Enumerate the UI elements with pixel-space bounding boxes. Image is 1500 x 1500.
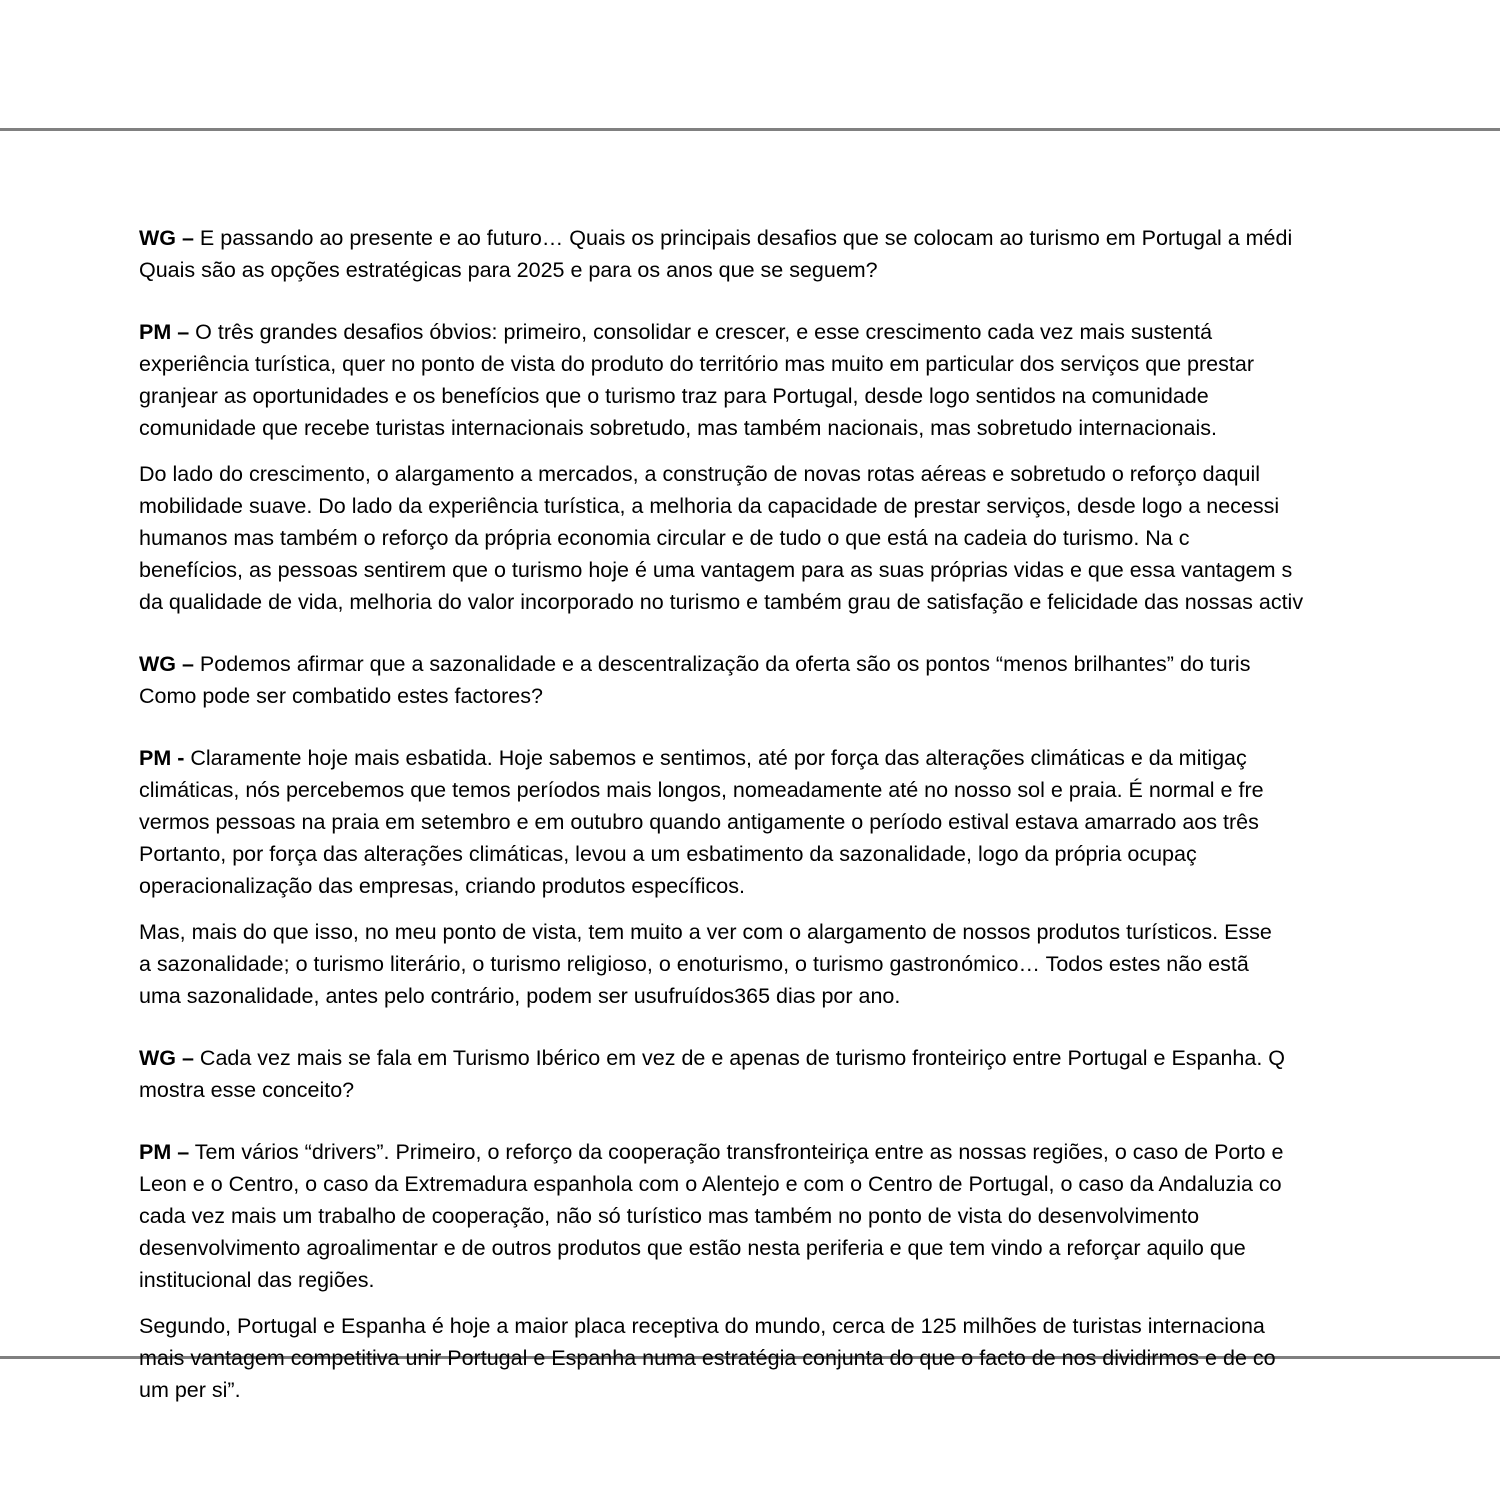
line-text: Do lado do crescimento, o alargamento a mercados, a construção de novas rotas aéreas e sobretudo o reforço daquil (139, 462, 1261, 486)
text-line (139, 948, 1500, 980)
speaker-label: PM – (139, 1140, 190, 1164)
line-text: vermos pessoas na praia em setembro e em outubro quando antigamente o período estival estava amarrado aos três (139, 810, 1259, 834)
text-line (139, 316, 1500, 348)
line-text: Segundo, Portugal e Espanha é hoje a maior placa receptiva do mundo, cerca de 125 milhões de turistas internaciona (139, 1314, 1265, 1338)
line-text: da qualidade de vida, melhoria do valor incorporado no turismo e também grau de satisfação e felicidade das nossas activ (139, 590, 1304, 614)
text-line (139, 1232, 1500, 1264)
line-text: O três grandes desafios óbvios: primeiro, consolidar e crescer, e esse crescimento cada vez mais sustentá (189, 320, 1213, 344)
text-line (139, 380, 1500, 412)
speaker-label: WG – (139, 226, 194, 250)
line-text: experiência turística, quer no ponto de vista do produto do território mas muito em particular dos serviços que prestar (139, 352, 1254, 376)
line-text: mais vantagem competitiva unir Portugal e Espanha numa estratégia conjunta do que o facto de nos dividirmos e de co (139, 1346, 1276, 1370)
text-line (139, 522, 1500, 554)
text-line (139, 458, 1500, 490)
text-line (139, 680, 1500, 712)
text-line (139, 980, 1500, 1012)
speaker-label: WG – (139, 652, 194, 676)
text-line (139, 1042, 1500, 1074)
line-text: E passando ao presente e ao futuro… Quais os principais desafios que se colocam ao turismo em Portugal a médi (193, 226, 1293, 250)
line-text: comunidade que recebe turistas internacionais sobretudo, mas também nacionais, mas sobretudo internacionais. (139, 416, 1217, 440)
text-line (139, 586, 1500, 618)
paragraph-q3 (133, 1042, 1500, 1106)
text-line (139, 1136, 1500, 1168)
text-line (139, 742, 1500, 774)
text-line (139, 916, 1500, 948)
text-line (139, 1342, 1500, 1374)
line-text: benefícios, as pessoas sentirem que o turismo hoje é uma vantagem para as suas próprias vidas e que essa vantagem s (139, 558, 1293, 582)
paragraph-a1b (133, 458, 1500, 618)
line-text: operacionalização das empresas, criando produtos específicos. (139, 874, 745, 898)
text-line (139, 254, 1500, 286)
paragraph-q1 (133, 222, 1500, 286)
line-text: climáticas, nós percebemos que temos períodos mais longos, nomeadamente até no nosso sol e praia. É normal e fre (139, 778, 1264, 802)
paragraph-q2 (133, 648, 1500, 712)
line-text: Quais são as opções estratégicas para 2025 e para os anos que se seguem? (139, 258, 878, 282)
line-text: Portanto, por força das alterações climáticas, levou a um esbatimento da sazonalidade, logo da própria ocupaç (139, 842, 1197, 866)
text-line (139, 1374, 1500, 1406)
paragraph-a2b (133, 916, 1500, 1012)
line-text: Cada vez mais se fala em Turismo Ibérico em vez de e apenas de turismo fronteiriço entre Portugal e Espanha. Q (193, 1046, 1286, 1070)
text-line (139, 1074, 1500, 1106)
line-text: a sazonalidade; o turismo literário, o turismo religioso, o enoturismo, o turismo gastronómico… Todos estes não estã (139, 952, 1249, 976)
text-line (139, 1264, 1500, 1296)
line-text: humanos mas também o reforço da própria economia circular e de tudo o que está na cadeia do turismo. Na c (139, 526, 1190, 550)
line-text: Como pode ser combatido estes factores? (139, 684, 543, 708)
text-line (139, 838, 1500, 870)
text-line (139, 348, 1500, 380)
document-text-body (133, 222, 1500, 1406)
speaker-label: PM - (139, 746, 185, 770)
line-text: Mas, mais do que isso, no meu ponto de vista, tem muito a ver com o alargamento de nossos produtos turísticos. Esse (139, 920, 1272, 944)
line-text: Tem vários “drivers”. Primeiro, o reforço da cooperação transfronteiriça entre as nossas regiões, o caso de Porto e (189, 1140, 1284, 1164)
line-text: cada vez mais um trabalho de cooperação, não só turístico mas também no ponto de vista do desenvolvimento (139, 1204, 1200, 1228)
paragraph-a2 (133, 742, 1500, 902)
text-line (139, 490, 1500, 522)
paragraph-a3b (133, 1310, 1500, 1406)
page-top-rule (0, 128, 1500, 131)
paragraph-a3 (133, 1136, 1500, 1296)
text-line (139, 806, 1500, 838)
text-line (139, 554, 1500, 586)
line-text: Leon e o Centro, o caso da Extremadura espanhola com o Alentejo e com o Centro de Portugal, o caso da Andaluzia co (139, 1172, 1282, 1196)
line-text: desenvolvimento agroalimentar e de outros produtos que estão nesta periferia e que tem vindo a reforçar aquilo que (139, 1236, 1246, 1260)
speaker-label: WG – (139, 1046, 194, 1070)
line-text: institucional das regiões. (139, 1268, 375, 1292)
text-line (139, 412, 1500, 444)
line-text: um per si”. (139, 1378, 241, 1402)
line-text: Claramente hoje mais esbatida. Hoje sabemos e sentimos, até por força das alterações climáticas e da mitigaç (184, 746, 1247, 770)
text-line (139, 1310, 1500, 1342)
text-line (139, 1200, 1500, 1232)
text-line (139, 648, 1500, 680)
text-line (139, 774, 1500, 806)
text-line (139, 1168, 1500, 1200)
speaker-label: PM – (139, 320, 190, 344)
line-text: granjear as oportunidades e os benefícios que o turismo traz para Portugal, desde logo sentidos na comunidade (139, 384, 1209, 408)
line-text: mostra esse conceito? (139, 1078, 355, 1102)
text-line (139, 222, 1500, 254)
line-text: mobilidade suave. Do lado da experiência turística, a melhoria da capacidade de prestar serviços, desde logo a necessi (139, 494, 1280, 518)
paragraph-a1 (133, 316, 1500, 444)
line-text: uma sazonalidade, antes pelo contrário, podem ser usufruídos365 dias por ano. (139, 984, 901, 1008)
line-text: Podemos afirmar que a sazonalidade e a descentralização da oferta são os pontos “menos brilhantes” do turis (193, 652, 1251, 676)
text-line (139, 870, 1500, 902)
